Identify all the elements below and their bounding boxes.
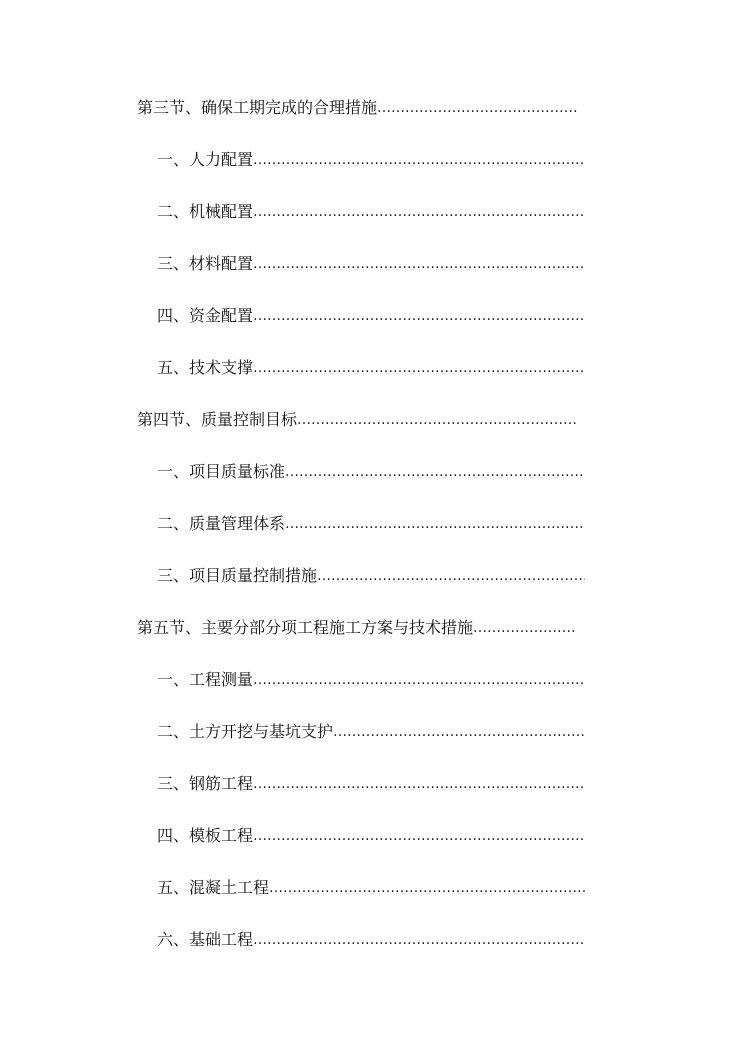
toc-dot-leader [253,352,585,384]
toc-item [157,924,585,956]
toc-dot-leader [333,716,585,748]
toc-dot-leader [253,196,585,228]
toc-title: 项目质量标准 [189,462,286,481]
toc-dot-leader [253,664,585,696]
toc-number: 二、 [157,722,190,741]
toc-item [157,248,585,280]
toc-dot-leader [253,768,585,800]
toc-title: 项目质量控制措施 [189,566,318,585]
toc-dot-leader [253,248,585,280]
toc-item [157,664,585,696]
toc-dot-leader [297,404,577,436]
toc-item [157,300,585,332]
toc-title: 材料配置 [189,254,254,273]
toc-section [137,404,577,436]
toc-dot-leader [473,612,577,644]
toc-item [157,768,585,800]
toc-title: 第三节、确保工期完成的合理措施 [137,98,378,117]
toc-title: 第五节、主要分部分项工程施工方案与技术措施 [137,618,474,637]
toc-dot-leader [253,924,585,956]
toc-title: 混凝土工程 [189,878,270,897]
toc-number: 四、 [157,826,190,845]
toc-number: 二、 [157,514,190,533]
toc-title: 土方开挖与基坑支护 [189,722,334,741]
toc-number: 二、 [157,202,190,221]
toc-number: 一、 [157,670,190,689]
toc-title: 技术支撑 [189,358,254,377]
toc-number: 五、 [157,878,190,897]
toc-dot-leader [269,872,585,904]
toc-item [157,820,585,852]
toc-number: 三、 [157,254,190,273]
toc-item [157,872,585,904]
toc-title: 质量管理体系 [189,514,286,533]
toc-dot-leader [253,144,585,176]
toc-title: 模板工程 [189,826,254,845]
toc-item [157,144,585,176]
toc-item [157,352,585,384]
toc-title: 资金配置 [189,306,254,325]
toc-number: 六、 [157,930,190,949]
toc-dot-leader [317,560,585,592]
toc-item [157,508,585,540]
toc-item [157,196,585,228]
toc-number: 三、 [157,566,190,585]
toc-dot-leader [253,300,585,332]
toc-title: 工程测量 [189,670,254,689]
toc-section [137,92,577,124]
toc-dot-leader [253,820,585,852]
toc-item [157,560,585,592]
toc-dot-leader [377,92,577,124]
toc-number: 四、 [157,306,190,325]
toc-section [137,612,577,644]
toc-title: 基础工程 [189,930,254,949]
toc-title: 人力配置 [189,150,254,169]
toc-number: 五、 [157,358,190,377]
toc-title: 机械配置 [189,202,254,221]
toc-dot-leader [285,456,585,488]
toc-number: 一、 [157,462,190,481]
toc-title: 第四节、质量控制目标 [137,410,298,429]
toc-item [157,456,585,488]
toc-dot-leader [285,508,585,540]
toc-title: 钢筋工程 [189,774,254,793]
toc-number: 三、 [157,774,190,793]
toc-item [157,716,585,748]
toc-number: 一、 [157,150,190,169]
